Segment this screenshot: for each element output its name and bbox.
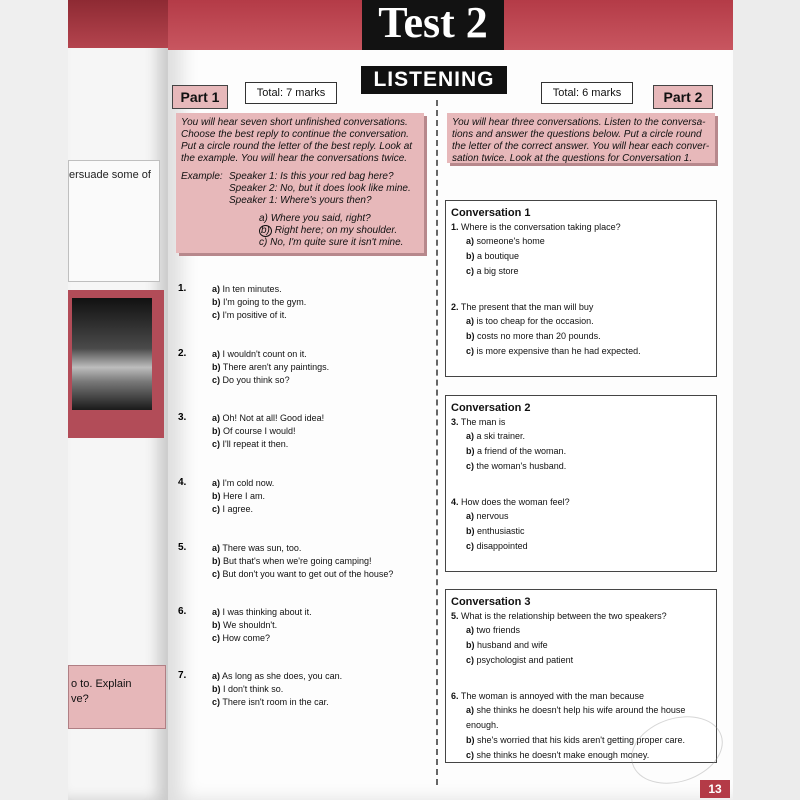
background-right [733,0,800,800]
answer-option[interactable]: b) enthusiastic [466,526,525,536]
answer-option[interactable]: a) I wouldn't count on it. [212,349,307,359]
answer-option[interactable]: a) two friends [466,625,521,635]
part1-instruction-line: Put a circle round the letter of the best reply. Look at [181,141,413,152]
conversation-box [445,395,717,572]
question-text: 5. What is the relationship between the two speakers? [451,611,667,621]
answer-option[interactable]: b) We shouldn't. [212,620,278,630]
part2-instruction-line: sation twice. Look at the questions for Conversation 1. [452,153,693,164]
beach-photo-frame [68,290,164,438]
answer-option[interactable]: b) Here I am. [212,491,266,501]
part2-instruction-line: You will hear three conversations. Listen to the conversa- [452,117,706,128]
example-option: a) Where you said, right? [259,213,371,224]
question-number: 6. [178,606,187,617]
question-number: 7. [178,670,187,681]
left-page-header-band [68,0,168,48]
circled-answer: b) [261,225,270,236]
answer-option[interactable]: c) I'll repeat it then. [212,439,289,449]
answer-option[interactable]: a) There was sun, too. [212,543,302,553]
answer-option[interactable]: c) Do you think so? [212,375,290,385]
answer-option[interactable]: b) I don't think so. [212,684,284,694]
answer-option[interactable]: b) I'm going to the gym. [212,297,307,307]
question-options [212,283,306,322]
answer-option[interactable]: c) a big store [466,266,519,276]
answer-option[interactable]: c) the woman's husband. [466,461,567,471]
answer-option[interactable]: b) a friend of the woman. [466,446,567,456]
question-text: 2. The present that the man will buy [451,302,594,312]
example-option: c) No, I'm quite sure it isn't mine. [259,237,404,248]
test-title: Test 2 [362,0,504,50]
background-left [0,0,68,800]
part2-instructions [447,113,715,163]
answer-option[interactable]: a) I was thinking about it. [212,607,312,617]
answer-option[interactable]: a) As long as she does, you can. [212,671,343,681]
answer-option[interactable]: a) is too cheap for the occasion. [466,316,594,326]
question-number: 5. [178,542,187,553]
answer-option[interactable]: c) disappointed [466,541,528,551]
answer-option[interactable]: b) husband and wife [466,640,548,650]
question-options [212,477,274,516]
part1-instruction-line: You will hear seven short unfinished conversations. [181,117,408,128]
question-options [212,412,324,451]
conversation-box [445,200,717,377]
left-text-persuade: ersuade some of [69,169,151,181]
column-divider [436,100,438,785]
question-options [212,606,312,645]
answer-option[interactable]: a) In ten minutes. [212,284,282,294]
part1-tag: Part 1 [172,85,228,109]
example-line: Speaker 1: Is this your red bag here? [229,171,394,182]
answer-option[interactable]: a) nervous [466,511,509,521]
answer-option[interactable]: c) But don't you want to get out of the house? [212,569,394,579]
answer-option[interactable]: c) I agree. [212,504,254,514]
example-label: Example: [181,171,223,182]
left-text-line2: ve? [71,693,89,705]
page-number: 13 [700,780,730,798]
left-text-line1: o to. Explain [71,678,132,690]
answer-option[interactable]: b) a boutique [466,251,520,261]
conversation-title: Conversation 3 [451,596,531,608]
part1-instructions [176,113,424,253]
part1-instruction-line: Choose the best reply to continue the conversation. [181,129,409,140]
answer-option[interactable]: a) a ski trainer. [466,431,526,441]
question-options [212,542,393,581]
answer-option[interactable]: b) Of course I would! [212,426,296,436]
left-task-box [68,665,166,729]
question-number: 3. [178,412,187,423]
left-text-box [68,160,160,282]
answer-option[interactable]: c) she thinks he doesn't make enough money. [466,750,650,760]
question-options [212,670,342,709]
question-number: 2. [178,348,187,359]
answer-option[interactable]: a) I'm cold now. [212,478,275,488]
part2-total: Total: 6 marks [541,82,633,104]
question-text: 4. How does the woman feel? [451,497,570,507]
part2-instruction-line: the letter of the correct answer. You will hear each conver- [452,141,710,152]
beach-photo [72,298,152,410]
example-line: Speaker 2: No, but it does look like mine. [229,183,411,194]
example-line: Speaker 1: Where's yours then? [229,195,372,206]
question-text: 6. The woman is annoyed with the man because [451,691,644,701]
answer-option[interactable]: b) she's worried that his kids aren't getting proper care. [466,735,686,745]
section-title: LISTENING [361,66,507,94]
answer-option[interactable]: c) There isn't room in the car. [212,697,329,707]
answer-option[interactable]: b) But that's when we're going camping! [212,556,372,566]
answer-option[interactable]: a) she thinks he doesn't help his wife around the house enough. [466,705,686,730]
answer-option[interactable]: c) How come? [212,633,271,643]
answer-option[interactable]: a) Oh! Not at all! Good idea! [212,413,325,423]
question-text: 1. Where is the conversation taking place? [451,222,621,232]
example-option: b) Right here; on my shoulder. [261,225,398,236]
question-options [212,348,329,387]
answer-option[interactable]: c) psychologist and patient [466,655,574,665]
answer-option[interactable]: a) someone's home [466,236,545,246]
answer-option[interactable]: b) There aren't any paintings. [212,362,330,372]
answer-option[interactable]: b) costs no more than 20 pounds. [466,331,601,341]
conversation-title: Conversation 1 [451,207,531,219]
part1-instruction-line: the example. You will hear the conversations twice. [181,153,408,164]
question-text: 3. The man is [451,417,506,427]
answer-option[interactable]: c) is more expensive than he had expected. [466,346,641,356]
part2-instruction-line: tions and answer the questions below. Put a circle round [452,129,702,140]
question-number: 4. [178,477,187,488]
part2-tag: Part 2 [653,85,713,109]
answer-option[interactable]: c) I'm positive of it. [212,310,287,320]
conversation-title: Conversation 2 [451,402,531,414]
question-number: 1. [178,283,187,294]
part1-total: Total: 7 marks [245,82,337,104]
